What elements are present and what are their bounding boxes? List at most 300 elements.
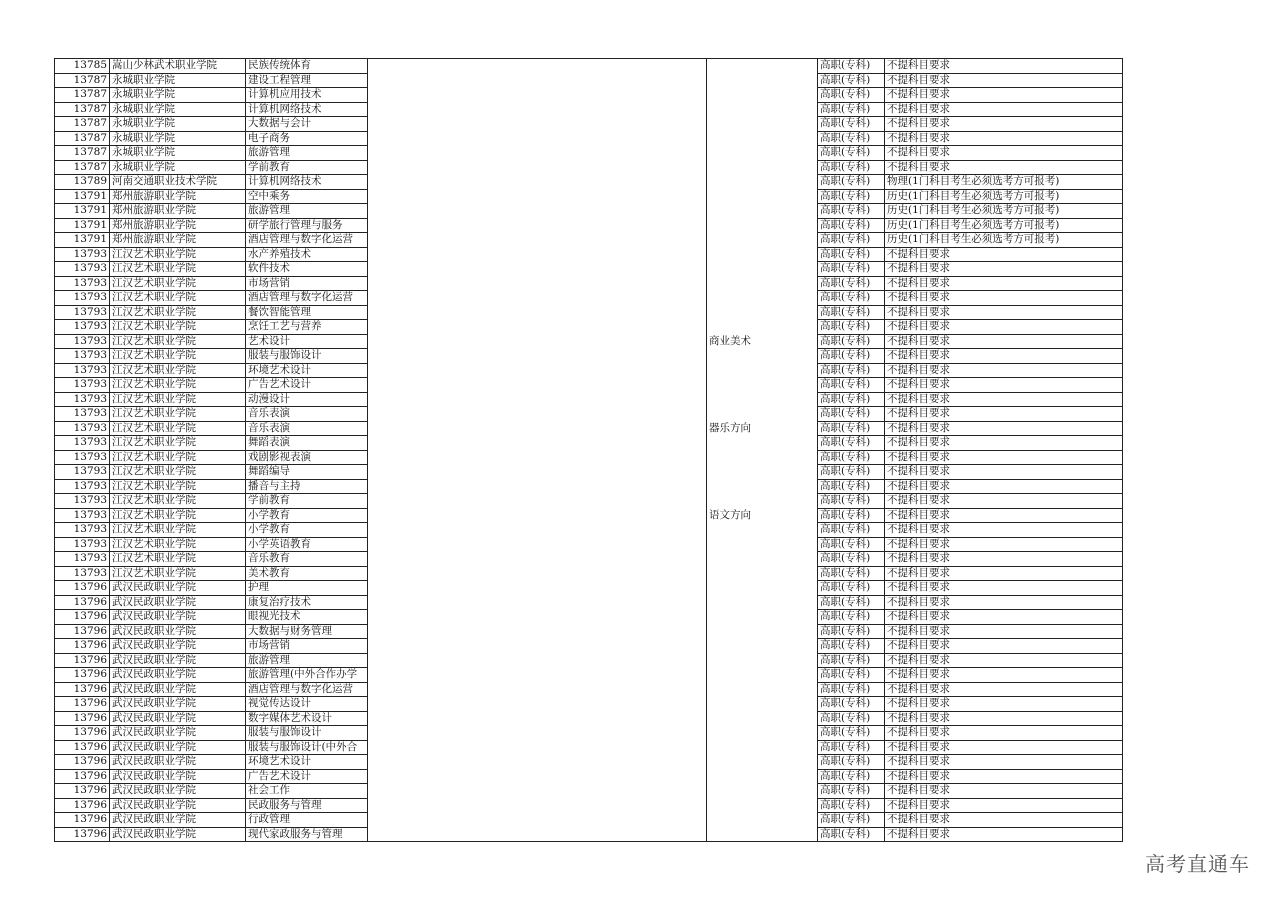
school-code-cell: 13796 [55, 682, 110, 697]
remarks-cell [368, 827, 707, 842]
level-cell: 高职(专科) [818, 73, 885, 88]
subject-requirement-cell: 不提科目要求 [885, 131, 1123, 146]
subject-requirement-cell: 物理(1门科目考生必须选考方可报考) [885, 175, 1123, 190]
table-row [55, 668, 1123, 683]
school-code-cell: 13789 [55, 175, 110, 190]
major-name-cell: 艺术设计 [246, 334, 368, 349]
table-row [55, 827, 1123, 842]
major-name-cell: 现代家政服务与管理 [246, 827, 368, 842]
school-name-cell: 江汉艺术职业学院 [110, 305, 246, 320]
level-cell: 高职(专科) [818, 508, 885, 523]
remarks-cell [368, 175, 707, 190]
subject-requirement-cell: 不提科目要求 [885, 827, 1123, 842]
major-name-cell: 酒店管理与数字化运营 [246, 291, 368, 306]
school-code-cell: 13796 [55, 813, 110, 828]
school-code-cell: 13796 [55, 784, 110, 799]
school-name-cell: 江汉艺术职业学院 [110, 334, 246, 349]
table-row [55, 784, 1123, 799]
major-direction-cell [707, 740, 818, 755]
major-name-cell: 旅游管理 [246, 204, 368, 219]
school-code-cell: 13793 [55, 334, 110, 349]
school-code-cell: 13796 [55, 740, 110, 755]
school-name-cell: 永城职业学院 [110, 73, 246, 88]
level-cell: 高职(专科) [818, 407, 885, 422]
subject-requirement-cell: 不提科目要求 [885, 798, 1123, 813]
major-name-cell: 康复治疗技术 [246, 595, 368, 610]
subject-requirement-cell: 历史(1门科目考生必须选考方可报考) [885, 189, 1123, 204]
school-code-cell: 13793 [55, 494, 110, 509]
table-row [55, 407, 1123, 422]
level-cell: 高职(专科) [818, 363, 885, 378]
major-name-cell: 大数据与财务管理 [246, 624, 368, 639]
major-name-cell: 视觉传达设计 [246, 697, 368, 712]
table-row [55, 479, 1123, 494]
level-cell: 高职(专科) [818, 711, 885, 726]
table-row [55, 697, 1123, 712]
table-row [55, 798, 1123, 813]
major-name-cell: 市场营销 [246, 639, 368, 654]
major-direction-cell [707, 784, 818, 799]
subject-requirement-cell: 不提科目要求 [885, 784, 1123, 799]
school-name-cell: 武汉民政职业学院 [110, 639, 246, 654]
school-name-cell: 江汉艺术职业学院 [110, 566, 246, 581]
major-direction-cell [707, 813, 818, 828]
level-cell: 高职(专科) [818, 682, 885, 697]
major-name-cell: 数字媒体艺术设计 [246, 711, 368, 726]
school-name-cell: 江汉艺术职业学院 [110, 291, 246, 306]
level-cell: 高职(专科) [818, 291, 885, 306]
school-code-cell: 13793 [55, 407, 110, 422]
remarks-cell [368, 523, 707, 538]
subject-requirement-cell: 不提科目要求 [885, 349, 1123, 364]
major-name-cell: 小学英语教育 [246, 537, 368, 552]
school-code-cell: 13787 [55, 117, 110, 132]
subject-requirement-cell: 历史(1门科目考生必须选考方可报考) [885, 204, 1123, 219]
major-direction-cell [707, 682, 818, 697]
major-direction-cell [707, 320, 818, 335]
major-direction-cell [707, 450, 818, 465]
school-code-cell: 13796 [55, 581, 110, 596]
remarks-cell [368, 117, 707, 132]
school-name-cell: 江汉艺术职业学院 [110, 378, 246, 393]
level-cell: 高职(专科) [818, 262, 885, 277]
table-row [55, 465, 1123, 480]
table-row [55, 653, 1123, 668]
level-cell: 高职(专科) [818, 595, 885, 610]
major-direction-cell [707, 204, 818, 219]
school-code-cell: 13793 [55, 305, 110, 320]
school-code-cell: 13787 [55, 88, 110, 103]
major-name-cell: 音乐表演 [246, 421, 368, 436]
major-direction-cell [707, 88, 818, 103]
major-direction-cell [707, 711, 818, 726]
major-direction-cell [707, 131, 818, 146]
school-code-cell: 13793 [55, 450, 110, 465]
subject-requirement-cell: 不提科目要求 [885, 305, 1123, 320]
school-name-cell: 江汉艺术职业学院 [110, 465, 246, 480]
level-cell: 高职(专科) [818, 102, 885, 117]
table-row [55, 146, 1123, 161]
school-code-cell: 13793 [55, 291, 110, 306]
school-name-cell: 武汉民政职业学院 [110, 784, 246, 799]
subject-requirement-cell: 不提科目要求 [885, 653, 1123, 668]
major-direction-cell [707, 305, 818, 320]
remarks-cell [368, 639, 707, 654]
level-cell: 高职(专科) [818, 726, 885, 741]
school-name-cell: 江汉艺术职业学院 [110, 537, 246, 552]
table-row [55, 73, 1123, 88]
remarks-cell [368, 552, 707, 567]
table-row [55, 813, 1123, 828]
school-name-cell: 河南交通职业技术学院 [110, 175, 246, 190]
major-name-cell: 播音与主持 [246, 479, 368, 494]
school-name-cell: 武汉民政职业学院 [110, 697, 246, 712]
major-name-cell: 广告艺术设计 [246, 378, 368, 393]
major-direction-cell: 语文方向 [707, 508, 818, 523]
table-row [55, 233, 1123, 248]
school-name-cell: 武汉民政职业学院 [110, 595, 246, 610]
remarks-cell [368, 479, 707, 494]
school-code-cell: 13796 [55, 697, 110, 712]
major-direction-cell [707, 827, 818, 842]
school-code-cell: 13787 [55, 131, 110, 146]
major-name-cell: 大数据与会计 [246, 117, 368, 132]
subject-requirement-cell: 不提科目要求 [885, 247, 1123, 262]
level-cell: 高职(专科) [818, 552, 885, 567]
level-cell: 高职(专科) [818, 450, 885, 465]
school-name-cell: 江汉艺术职业学院 [110, 479, 246, 494]
subject-requirement-cell: 不提科目要求 [885, 639, 1123, 654]
school-name-cell: 江汉艺术职业学院 [110, 552, 246, 567]
remarks-cell [368, 566, 707, 581]
major-direction-cell [707, 726, 818, 741]
table-row [55, 131, 1123, 146]
level-cell: 高职(专科) [818, 117, 885, 132]
subject-requirement-cell: 不提科目要求 [885, 363, 1123, 378]
major-direction-cell [707, 262, 818, 277]
major-direction-cell [707, 581, 818, 596]
level-cell: 高职(专科) [818, 392, 885, 407]
major-name-cell: 空中乘务 [246, 189, 368, 204]
table-row [55, 494, 1123, 509]
level-cell: 高职(专科) [818, 523, 885, 538]
major-direction-cell [707, 175, 818, 190]
subject-requirement-cell: 不提科目要求 [885, 813, 1123, 828]
level-cell: 高职(专科) [818, 784, 885, 799]
school-name-cell: 江汉艺术职业学院 [110, 450, 246, 465]
level-cell: 高职(专科) [818, 610, 885, 625]
level-cell: 高职(专科) [818, 769, 885, 784]
subject-requirement-cell: 历史(1门科目考生必须选考方可报考) [885, 233, 1123, 248]
subject-requirement-cell: 不提科目要求 [885, 552, 1123, 567]
level-cell: 高职(专科) [818, 740, 885, 755]
major-direction-cell [707, 624, 818, 639]
school-code-cell: 13793 [55, 363, 110, 378]
level-cell: 高职(专科) [818, 668, 885, 683]
school-code-cell: 13793 [55, 320, 110, 335]
subject-requirement-cell: 不提科目要求 [885, 479, 1123, 494]
remarks-cell [368, 218, 707, 233]
subject-requirement-cell: 不提科目要求 [885, 407, 1123, 422]
remarks-cell [368, 276, 707, 291]
school-code-cell: 13793 [55, 349, 110, 364]
subject-requirement-cell: 不提科目要求 [885, 421, 1123, 436]
level-cell: 高职(专科) [818, 624, 885, 639]
remarks-cell [368, 755, 707, 770]
subject-requirement-cell: 不提科目要求 [885, 508, 1123, 523]
subject-requirement-cell: 不提科目要求 [885, 88, 1123, 103]
remarks-cell [368, 102, 707, 117]
subject-requirement-cell: 不提科目要求 [885, 740, 1123, 755]
subject-requirement-cell: 不提科目要求 [885, 450, 1123, 465]
school-name-cell: 江汉艺术职业学院 [110, 276, 246, 291]
major-direction-cell [707, 653, 818, 668]
major-name-cell: 小学教育 [246, 523, 368, 538]
school-name-cell: 永城职业学院 [110, 88, 246, 103]
major-name-cell: 计算机应用技术 [246, 88, 368, 103]
subject-requirement-cell: 不提科目要求 [885, 146, 1123, 161]
school-name-cell: 嵩山少林武术职业学院 [110, 59, 246, 74]
major-direction-cell [707, 436, 818, 451]
table-row [55, 508, 1123, 523]
major-direction-cell [707, 595, 818, 610]
table-row [55, 682, 1123, 697]
school-code-cell: 13796 [55, 668, 110, 683]
major-direction-cell [707, 407, 818, 422]
major-direction-cell [707, 392, 818, 407]
level-cell: 高职(专科) [818, 436, 885, 451]
level-cell: 高职(专科) [818, 276, 885, 291]
subject-requirement-cell: 不提科目要求 [885, 595, 1123, 610]
school-name-cell: 江汉艺术职业学院 [110, 262, 246, 277]
school-name-cell: 郑州旅游职业学院 [110, 189, 246, 204]
major-direction-cell [707, 566, 818, 581]
school-name-cell: 江汉艺术职业学院 [110, 320, 246, 335]
subject-requirement-cell: 不提科目要求 [885, 755, 1123, 770]
major-name-cell: 民族传统体育 [246, 59, 368, 74]
table-row [55, 291, 1123, 306]
remarks-cell [368, 291, 707, 306]
school-code-cell: 13793 [55, 508, 110, 523]
school-code-cell: 13787 [55, 160, 110, 175]
level-cell: 高职(专科) [818, 537, 885, 552]
table-row [55, 204, 1123, 219]
table-row [55, 581, 1123, 596]
major-name-cell: 餐饮智能管理 [246, 305, 368, 320]
major-name-cell: 环境艺术设计 [246, 755, 368, 770]
remarks-cell [368, 581, 707, 596]
major-name-cell: 小学教育 [246, 508, 368, 523]
table-row [55, 334, 1123, 349]
major-name-cell: 市场营销 [246, 276, 368, 291]
school-name-cell: 永城职业学院 [110, 102, 246, 117]
remarks-cell [368, 784, 707, 799]
school-code-cell: 13793 [55, 262, 110, 277]
subject-requirement-cell: 不提科目要求 [885, 769, 1123, 784]
school-name-cell: 武汉民政职业学院 [110, 740, 246, 755]
school-name-cell: 江汉艺术职业学院 [110, 407, 246, 422]
subject-requirement-cell: 不提科目要求 [885, 392, 1123, 407]
school-name-cell: 永城职业学院 [110, 146, 246, 161]
remarks-cell [368, 320, 707, 335]
table-row [55, 610, 1123, 625]
subject-requirement-cell: 不提科目要求 [885, 682, 1123, 697]
subject-requirement-cell: 不提科目要求 [885, 610, 1123, 625]
subject-requirement-cell: 不提科目要求 [885, 320, 1123, 335]
school-code-cell: 13793 [55, 552, 110, 567]
school-name-cell: 武汉民政职业学院 [110, 682, 246, 697]
school-name-cell: 郑州旅游职业学院 [110, 233, 246, 248]
table-row [55, 755, 1123, 770]
school-name-cell: 武汉民政职业学院 [110, 668, 246, 683]
school-code-cell: 13791 [55, 233, 110, 248]
major-direction-cell [707, 218, 818, 233]
school-name-cell: 江汉艺术职业学院 [110, 494, 246, 509]
subject-requirement-cell: 不提科目要求 [885, 59, 1123, 74]
major-name-cell: 环境艺术设计 [246, 363, 368, 378]
school-code-cell: 13796 [55, 595, 110, 610]
major-name-cell: 烹饪工艺与营养 [246, 320, 368, 335]
level-cell: 高职(专科) [818, 320, 885, 335]
table-row [55, 117, 1123, 132]
school-code-cell: 13785 [55, 59, 110, 74]
level-cell: 高职(专科) [818, 378, 885, 393]
subject-requirement-cell: 不提科目要求 [885, 624, 1123, 639]
school-code-cell: 13796 [55, 769, 110, 784]
remarks-cell [368, 189, 707, 204]
remarks-cell [368, 146, 707, 161]
major-direction-cell: 商业美术 [707, 334, 818, 349]
remarks-cell [368, 160, 707, 175]
subject-requirement-cell: 不提科目要求 [885, 697, 1123, 712]
level-cell: 高职(专科) [818, 349, 885, 364]
school-code-cell: 13796 [55, 755, 110, 770]
major-direction-cell [707, 189, 818, 204]
school-code-cell: 13796 [55, 726, 110, 741]
major-direction-cell [707, 291, 818, 306]
school-name-cell: 江汉艺术职业学院 [110, 523, 246, 538]
table-row [55, 189, 1123, 204]
remarks-cell [368, 363, 707, 378]
remarks-cell [368, 334, 707, 349]
school-name-cell: 武汉民政职业学院 [110, 755, 246, 770]
subject-requirement-cell: 不提科目要求 [885, 102, 1123, 117]
school-name-cell: 武汉民政职业学院 [110, 798, 246, 813]
school-name-cell: 武汉民政职业学院 [110, 624, 246, 639]
major-name-cell: 学前教育 [246, 494, 368, 509]
remarks-cell [368, 421, 707, 436]
remarks-cell [368, 740, 707, 755]
level-cell: 高职(专科) [818, 175, 885, 190]
subject-requirement-cell: 历史(1门科目考生必须选考方可报考) [885, 218, 1123, 233]
subject-requirement-cell: 不提科目要求 [885, 668, 1123, 683]
major-direction-cell [707, 479, 818, 494]
major-direction-cell [707, 349, 818, 364]
major-direction-cell [707, 146, 818, 161]
school-code-cell: 13796 [55, 624, 110, 639]
admission-table [54, 58, 1123, 842]
remarks-cell [368, 436, 707, 451]
school-name-cell: 永城职业学院 [110, 160, 246, 175]
level-cell: 高职(专科) [818, 305, 885, 320]
school-name-cell: 武汉民政职业学院 [110, 653, 246, 668]
major-name-cell: 建设工程管理 [246, 73, 368, 88]
major-name-cell: 服装与服饰设计 [246, 726, 368, 741]
table-row [55, 552, 1123, 567]
remarks-cell [368, 349, 707, 364]
major-name-cell: 舞蹈编导 [246, 465, 368, 480]
level-cell: 高职(专科) [818, 827, 885, 842]
table-row [55, 320, 1123, 335]
subject-requirement-cell: 不提科目要求 [885, 566, 1123, 581]
school-code-cell: 13793 [55, 392, 110, 407]
school-code-cell: 13793 [55, 421, 110, 436]
remarks-cell [368, 59, 707, 74]
remarks-cell [368, 682, 707, 697]
major-name-cell: 水产养殖技术 [246, 247, 368, 262]
level-cell: 高职(专科) [818, 233, 885, 248]
subject-requirement-cell: 不提科目要求 [885, 523, 1123, 538]
remarks-cell [368, 798, 707, 813]
major-direction-cell [707, 117, 818, 132]
subject-requirement-cell: 不提科目要求 [885, 73, 1123, 88]
major-name-cell: 酒店管理与数字化运营 [246, 233, 368, 248]
level-cell: 高职(专科) [818, 494, 885, 509]
level-cell: 高职(专科) [818, 813, 885, 828]
school-name-cell: 武汉民政职业学院 [110, 769, 246, 784]
watermark-logo: 高考直通车 [1145, 852, 1250, 876]
major-direction-cell [707, 639, 818, 654]
subject-requirement-cell: 不提科目要求 [885, 117, 1123, 132]
level-cell: 高职(专科) [818, 639, 885, 654]
school-name-cell: 武汉民政职业学院 [110, 827, 246, 842]
level-cell: 高职(专科) [818, 131, 885, 146]
level-cell: 高职(专科) [818, 697, 885, 712]
major-name-cell: 戏剧影视表演 [246, 450, 368, 465]
remarks-cell [368, 305, 707, 320]
school-name-cell: 江汉艺术职业学院 [110, 508, 246, 523]
school-code-cell: 13793 [55, 566, 110, 581]
level-cell: 高职(专科) [818, 189, 885, 204]
major-name-cell: 计算机网络技术 [246, 175, 368, 190]
major-direction-cell [707, 102, 818, 117]
school-code-cell: 13791 [55, 218, 110, 233]
school-code-cell: 13793 [55, 537, 110, 552]
remarks-cell [368, 88, 707, 103]
school-code-cell: 13787 [55, 73, 110, 88]
major-direction-cell [707, 523, 818, 538]
remarks-cell [368, 465, 707, 480]
remarks-cell [368, 378, 707, 393]
subject-requirement-cell: 不提科目要求 [885, 334, 1123, 349]
school-code-cell: 13796 [55, 653, 110, 668]
major-direction-cell [707, 363, 818, 378]
major-direction-cell [707, 378, 818, 393]
school-name-cell: 江汉艺术职业学院 [110, 421, 246, 436]
remarks-cell [368, 204, 707, 219]
table-row [55, 639, 1123, 654]
subject-requirement-cell: 不提科目要求 [885, 537, 1123, 552]
major-name-cell: 旅游管理 [246, 653, 368, 668]
major-name-cell: 音乐教育 [246, 552, 368, 567]
level-cell: 高职(专科) [818, 479, 885, 494]
school-code-cell: 13796 [55, 798, 110, 813]
school-code-cell: 13796 [55, 610, 110, 625]
subject-requirement-cell: 不提科目要求 [885, 291, 1123, 306]
major-name-cell: 软件技术 [246, 262, 368, 277]
school-name-cell: 武汉民政职业学院 [110, 581, 246, 596]
major-direction-cell [707, 59, 818, 74]
